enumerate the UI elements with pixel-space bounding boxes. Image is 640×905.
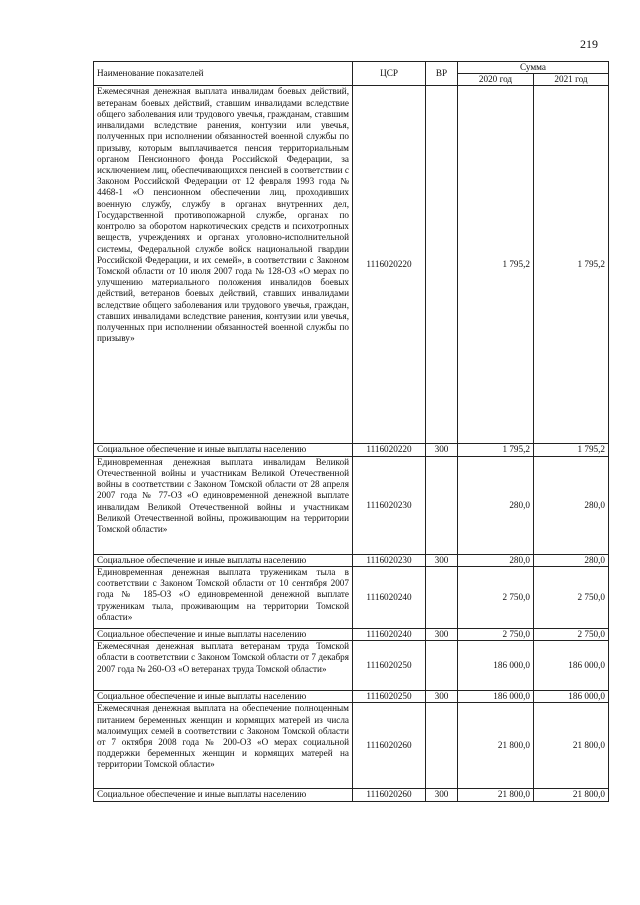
row-name: Социальное обеспечение и иные выплаты населению: [94, 554, 353, 566]
row-csr: 1116020260: [353, 789, 426, 801]
row-2020: 1 795,2: [458, 86, 534, 444]
row-2020: 21 800,0: [458, 789, 534, 801]
row-name: Социальное обеспечение и иные выплаты населению: [94, 628, 353, 640]
header-sum: Сумма: [458, 62, 609, 74]
row-2021: 280,0: [534, 456, 609, 554]
table-row: [94, 641, 609, 691]
row-csr: 1116020250: [353, 641, 426, 691]
row-name: Ежемесячная денежная выплата инвалидам боевых действий, ветеранам боевых действий, ставшим инвалидами вследствие общего заболевания или трудового увечья, гражданам, ставшим инвалидами вследствие ранения, контузии или увечья, полученных при исполнении обязанностей военной службы по призыву, которым выплачивается пенсия территориальным органом Пенсионного фонда Российской Федерации, за исключением лиц, обеспечивающихся пенсией в соответствии с Законом Российской Федерации от 12 февраля 1993 года № 4468-1 «О пенсионном обеспечении лиц, проходивших военную службу, службу в органах внутренних дел, Государственной противопожарной службе, органах по контролю за оборотом наркотических средств и психотропных веществ, учреждениях и органах уголовно-исполнительной системы, Федеральной службе войск национальной гвардии Российской Федерации, и их семей», в соответствии с Законом Томской области от 10 июля 2007 года № 128-ОЗ «О мерах по улучшению материального положения инвалидов боевых действий, ветеранов боевых действий, ставших инвалидами вследствие общего заболевания или трудового увечья, граждан, ставших инвалидами вследствие ранения, контузии или увечья, полученных при исполнении обязанностей военной службы по призыву»: [94, 86, 353, 444]
row-2020: 2 750,0: [458, 628, 534, 640]
row-vr: [426, 641, 458, 691]
table-row: [94, 444, 609, 456]
row-vr: 300: [426, 554, 458, 566]
row-2021: 1 795,2: [534, 444, 609, 456]
row-vr: 300: [426, 444, 458, 456]
row-2021: 186 000,0: [534, 641, 609, 691]
row-csr: 1116020260: [353, 703, 426, 789]
row-csr: 1116020240: [353, 566, 426, 628]
header-year-2020: 2020 год: [458, 74, 534, 86]
row-name: Ежемесячная денежная выплата на обеспечение полноценным питанием беременных женщин и кормящих матерей из числа малоимущих семей в соответствии с Законом Томской области от 7 октября 2008 года № 200-ОЗ «О мерах социальной поддержки беременных женщин и кормящих матерей на территории Томской области»: [94, 703, 353, 789]
row-name: Социальное обеспечение и иные выплаты населению: [94, 691, 353, 703]
row-name: Единовременная денежная выплата инвалидам Великой Отечественной войны и участникам Великой Отечественной войны в соответствии с Законом Томской области от 28 апреля 2007 года № 77-ОЗ «О единовременной денежной выплате инвалидам Великой Отечественной войны и участникам Великой Отечественной войны, проживающим на территории Томской области»: [94, 456, 353, 554]
row-csr: 1116020220: [353, 444, 426, 456]
row-2020: 186 000,0: [458, 641, 534, 691]
budget-table: [93, 61, 609, 802]
row-csr: 1116020240: [353, 628, 426, 640]
page-number: 219: [580, 37, 598, 51]
row-csr: 1116020250: [353, 691, 426, 703]
table-row: [94, 628, 609, 640]
header-vr: ВР: [426, 62, 458, 86]
row-vr: 300: [426, 628, 458, 640]
row-csr: 1116020220: [353, 86, 426, 444]
row-2020: 2 750,0: [458, 566, 534, 628]
row-csr: 1116020230: [353, 456, 426, 554]
table-row: [94, 86, 609, 444]
row-2021: 186 000,0: [534, 691, 609, 703]
table-row: [94, 456, 609, 554]
row-2020: 21 800,0: [458, 703, 534, 789]
row-vr: 300: [426, 789, 458, 801]
header-csr: ЦСР: [353, 62, 426, 86]
row-vr: [426, 456, 458, 554]
table-row: [94, 691, 609, 703]
row-vr: [426, 566, 458, 628]
row-2020: 186 000,0: [458, 691, 534, 703]
row-2021: 21 800,0: [534, 703, 609, 789]
table-header-row: [94, 62, 609, 74]
row-csr: 1116020230: [353, 554, 426, 566]
row-name: Единовременная денежная выплата труженикам тыла в соответствии с Законом Томской области от 10 сентября 2007 года № 185-ОЗ «О единовременной денежной выплате труженикам тыла, проживающим на территории Томской области»: [94, 566, 353, 628]
row-2021: 280,0: [534, 554, 609, 566]
row-2021: 1 795,2: [534, 86, 609, 444]
row-2021: 2 750,0: [534, 566, 609, 628]
row-2020: 280,0: [458, 554, 534, 566]
table-row: [94, 566, 609, 628]
row-vr: 300: [426, 691, 458, 703]
header-name: Наименование показателей: [94, 62, 353, 86]
row-name: Социальное обеспечение и иные выплаты населению: [94, 789, 353, 801]
row-name: Ежемесячная денежная выплата ветеранам труда Томской области в соответствии с Законом Томской области от 7 декабря 2007 года № 260-ОЗ «О ветеранах труда Томской области»: [94, 641, 353, 691]
row-2021: 21 800,0: [534, 789, 609, 801]
row-2021: 2 750,0: [534, 628, 609, 640]
row-vr: [426, 703, 458, 789]
table-row: [94, 789, 609, 801]
row-name: Социальное обеспечение и иные выплаты населению: [94, 444, 353, 456]
table-row: [94, 554, 609, 566]
row-2020: 1 795,2: [458, 444, 534, 456]
row-vr: [426, 86, 458, 444]
header-year-2021: 2021 год: [534, 74, 609, 86]
table-row: [94, 703, 609, 789]
row-2020: 280,0: [458, 456, 534, 554]
